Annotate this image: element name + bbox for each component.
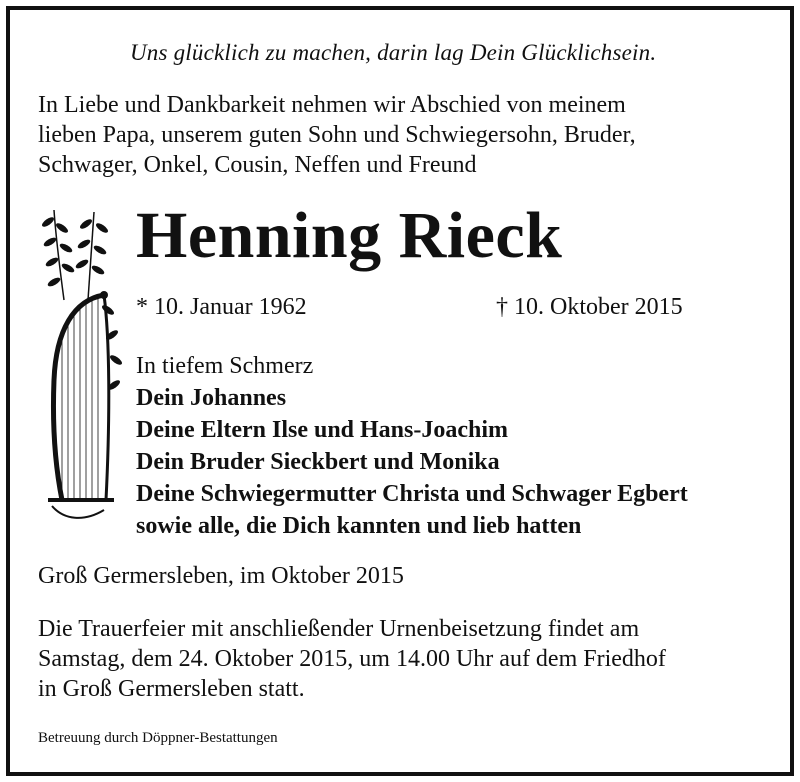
- death-date: † 10. Oktober 2015: [496, 294, 683, 320]
- mourner-line: Dein Johannes: [136, 385, 287, 411]
- mourners-list: [136, 350, 776, 542]
- intro-line: In Liebe und Dankbarkeit nehmen wir Abschied von meinem: [38, 92, 626, 118]
- mourner-line: Deine Eltern Ilse und Hans-Joachim: [136, 417, 509, 443]
- funeral-line: Samstag, dem 24. Oktober 2015, um 14.00 Uhr auf dem Friedhof: [38, 646, 666, 672]
- intro-line: lieben Papa, unserem guten Sohn und Schwiegersohn, Bruder,: [38, 122, 636, 148]
- motto-quote: Uns glücklich zu machen, darin lag Dein Glücklichsein.: [130, 40, 657, 65]
- place-date: Groß Germersleben, im Oktober 2015: [38, 563, 404, 589]
- mourner-line: Dein Bruder Sieckbert und Monika: [136, 449, 500, 475]
- harp-with-laurel-icon: [34, 200, 134, 540]
- birth-date: * 10. Januar 1962: [136, 294, 307, 320]
- funeral-service-note: Betreuung durch Döppner-Bestattungen: [38, 730, 278, 746]
- funeral-line: Die Trauerfeier mit anschließender Urnenbeisetzung findet am: [38, 616, 640, 642]
- deceased-name: Henning Rieck: [136, 199, 563, 272]
- obituary-notice: [6, 6, 794, 776]
- mourner-line: Deine Schwiegermutter Christa und Schwager Egbert: [136, 481, 688, 507]
- funeral-details: [38, 614, 772, 704]
- mourner-line: sowie alle, die Dich kannten und lieb hatten: [136, 513, 582, 539]
- mourners-lead: In tiefem Schmerz: [136, 353, 314, 379]
- intro-line: Schwager, Onkel, Cousin, Neffen und Freund: [38, 152, 477, 178]
- intro-text: [38, 90, 772, 180]
- funeral-line: in Groß Germersleben statt.: [38, 676, 305, 702]
